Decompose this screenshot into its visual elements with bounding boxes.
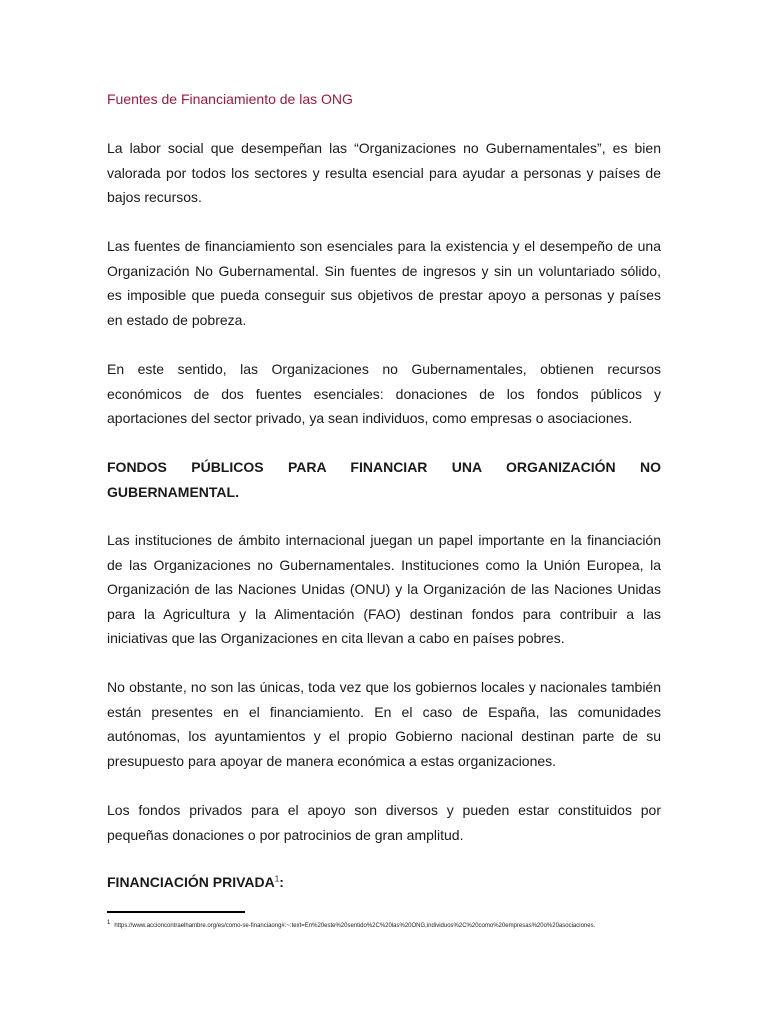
section-heading-public-funds-line2: GUBERNAMENTAL. [107, 484, 239, 500]
footnote-number: 1 [107, 920, 111, 926]
section-heading-public-funds-line1: FONDOS PÚBLICOS PARA FINANCIAR UNA ORGANIZACIÓN NO [107, 459, 661, 475]
paragraph-funding-sources: En este sentido, las Organizaciones no Gubernamentales, obtienen recursos económicos de dos fuentes esenciales: donaciones de los fondos públicos y aportaciones del sector privado, ya sean individuos, como empresas o asociaciones. [107, 361, 661, 426]
footnote-divider [107, 911, 245, 913]
footnote [107, 920, 667, 929]
paragraph-local-governments: No obstante, no son las únicas, toda vez que los gobiernos locales y nacionales también están presentes en el financiamiento. En el caso de España, las comunidades autónomas, los ayuntamientos y el propio Gobierno nacional destinan parte de su presupuesto para apoyar de manera económica a estas organizaciones. [107, 679, 661, 769]
paragraph-private-funds: Los fondos privados para el apoyo son diversos y pueden estar constituidos por pequeñas donaciones o por patrocinios de gran amplitud. [107, 802, 661, 843]
footnote-reference[interactable]: 1 [274, 874, 280, 884]
section-heading-private-funding [107, 874, 284, 890]
private-heading-text: FINANCIACIÓN PRIVADA [107, 874, 275, 890]
private-heading-colon: : [279, 874, 284, 890]
paragraph-international-institutions: Las instituciones de ámbito internacional juegan un papel importante en la financiación de las Organizaciones no Gubernamentales. Instituciones como la Unión Europea, la Organización de las Naciones Unidas (ONU) y la Organización de las Naciones Unidas para la Agricultura y la Alimentación (FAO) destinan fondos para contribuir a las iniciativas que las Organizaciones en cita llevan a cabo en países pobres. [107, 532, 661, 646]
paragraph-funding-importance: Las fuentes de financiamiento son esenciales para la existencia y el desempeño de una Organización No Gubernamental. Sin fuentes de ingresos y sin un voluntariado sólido, es imposible que pueda conseguir sus objetivos de prestar apoyo a personas y países en estado de pobreza. [107, 238, 661, 328]
paragraph-intro: La labor social que desempeñan las “Organizaciones no Gubernamentales”, es bien valorada por todos los sectores y resulta esencial para ayudar a personas y países de bajos recursos. [107, 140, 661, 205]
footnote-link[interactable]: https://www.accioncontraelhambre.org/es/como-se-financiaong#:~:text=En%20este%20sentido%2C%20las%20ONG,individuos%2C%20como%20empresas%20o%20asociaciones. [114, 923, 596, 929]
document-title: Fuentes de Financiamiento de las ONG [107, 91, 353, 107]
